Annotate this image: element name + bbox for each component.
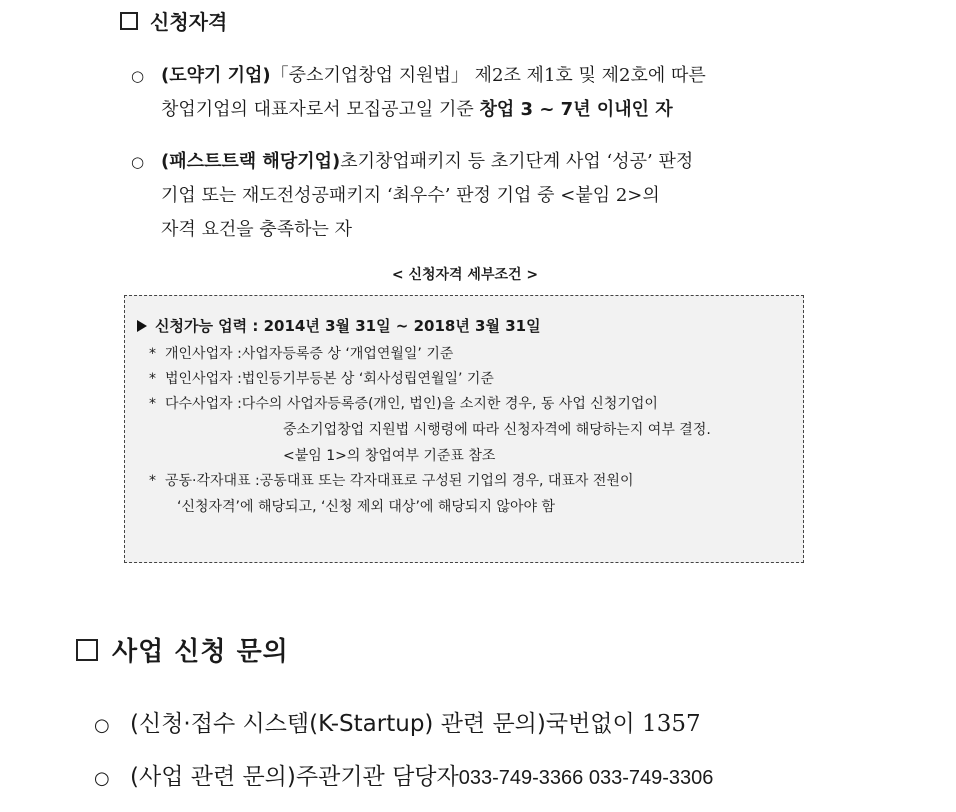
inquiry-item-system (94, 705, 701, 738)
asterisk-icon: * (149, 473, 156, 489)
circle-bullet-icon: ○ (131, 67, 145, 85)
item-lead: (패스트트랙 해당기업) (161, 151, 341, 172)
note-label: 공동·각자대표 : (165, 473, 260, 489)
item-text: 창업기업의 대표자로서 모집공고일 기준 (161, 99, 480, 120)
note-label: 법인사업자 : (165, 371, 242, 387)
period-heading (137, 314, 789, 338)
item-lead: (도약기 기업) (161, 65, 271, 86)
item-text: 자격 요건을 충족하는 자 (161, 219, 353, 240)
details-box (124, 295, 804, 563)
inquiry-text: 주관기관 담당자 (295, 764, 459, 790)
note-continuation: ‘신청자격’에 해당되고, ‘신청 제외 대상’에 해당되지 않아야 함 (177, 499, 555, 515)
checkbox-square-icon (76, 639, 98, 661)
note-label: 개인사업자 : (165, 346, 242, 362)
note-row (137, 469, 789, 494)
eligibility-heading (120, 6, 227, 35)
note-text: 공동대표 또는 각자대표로 구성된 기업의 경우, 대표자 전원이 (259, 473, 634, 489)
inquiry-heading-text: 사업 신청 문의 (112, 637, 289, 667)
inquiry-label: (사업 관련 문의) (130, 764, 296, 790)
triangle-bullet-icon (137, 320, 147, 332)
inquiry-label: (신청·접수 시스템(K-Startup) 관련 문의) (130, 711, 546, 737)
item-text: 「중소기업창업 지원법」 제2조 제1호 및 제2호에 따른 (270, 65, 706, 86)
asterisk-icon: * (149, 371, 156, 387)
note-text: 사업자등록증 상 ‘개업연월일’ 기준 (241, 346, 454, 362)
inquiry-text: 국번없이 1357 (545, 711, 701, 737)
item-emphasis: 창업 3 ~ 7년 이내인 자 (479, 99, 673, 120)
note-text: 법인등기부등본 상 ‘회사성립연월일’ 기준 (241, 371, 494, 387)
item-text: 기업 또는 재도전성공패키지 ‘최우수’ 판정 기업 중 <붙임 2>의 (161, 185, 660, 206)
eligibility-item-growth (131, 59, 811, 127)
circle-bullet-icon: ○ (131, 153, 145, 171)
note-continuation: 중소기업창업 지원법 시행령에 따라 신청자격에 해당하는지 여부 결정. (283, 422, 711, 438)
details-caption: < 신청자격 세부조건 > (391, 267, 539, 283)
period-label: 신청가능 업력 : 2014년 3월 31일 ~ 2018년 3월 31일 (155, 317, 541, 335)
inquiry-item-business (94, 758, 713, 791)
asterisk-icon: * (149, 396, 156, 412)
item-text: 초기창업패키지 등 초기단계 사업 ‘성공’ 판정 (340, 151, 694, 172)
note-continuation: <붙임 1>의 창업여부 기준표 참조 (283, 448, 496, 464)
note-text: 다수의 사업자등록증(개인, 법인)을 소지한 경우, 동 사업 신청기업이 (241, 396, 658, 412)
eligibility-heading-text: 신청자격 (150, 10, 228, 34)
note-row (137, 367, 789, 392)
phone-numbers: 033-749-3366 033-749-3306 (458, 767, 714, 789)
circle-bullet-icon: ○ (94, 715, 110, 736)
eligibility-item-fasttrack (131, 145, 811, 247)
inquiry-heading (76, 631, 289, 668)
note-row (137, 342, 789, 367)
circle-bullet-icon: ○ (94, 768, 110, 789)
note-label: 다수사업자 : (165, 396, 242, 412)
asterisk-icon: * (149, 346, 156, 362)
checkbox-square-icon (120, 12, 138, 30)
note-row (137, 392, 789, 417)
